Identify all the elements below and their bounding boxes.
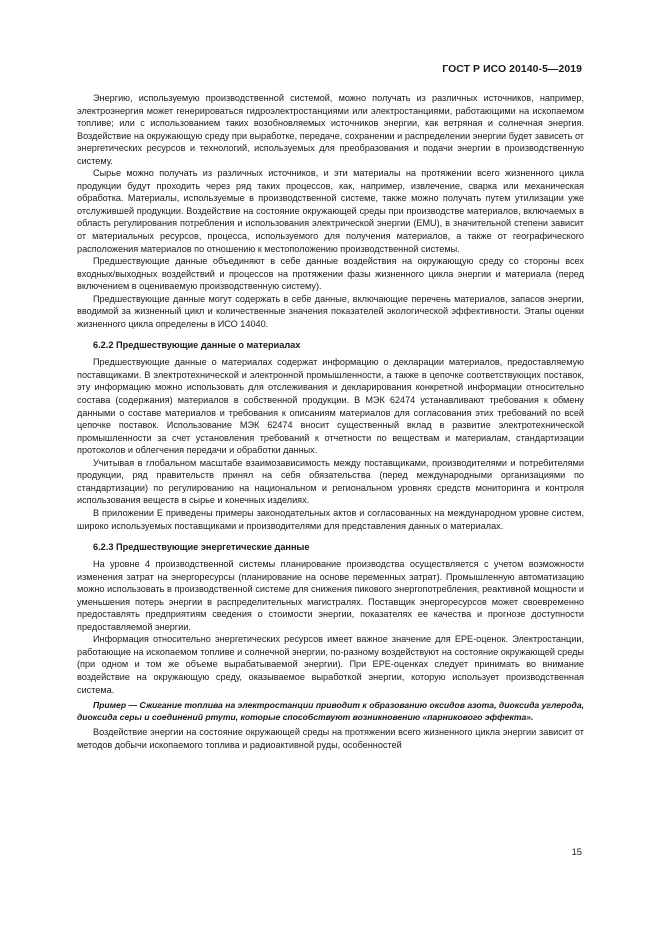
page-number: 15 [571,846,582,857]
paragraph: Предшествующие данные о материалах содержат информацию о декларации материалов, предоставляемую поставщиками. В электротехнической и электронной промышленности, а также в цепочке соответствующих поставок, эту информацию можно использовать для отслеживания и декларирования конкретной информации относительно состава (содержания) материалов в собственной продукции. В МЭК 62474 устанавливают требования к обмену данными о составе материалов и требования к описаниям материалов для согласования этих требований по всей цепочке поставок. Использование МЭК 62474 вносит существенный вклад в развитие электротехнической промышленности за счет установления требований к отчетности по веществам и материалам, стандартизации протоколов и облегчения передачи и обработки данных. [77,357,584,456]
section-heading-6-2-3: 6.2.3 Предшествующие энергетические данные [93,542,310,553]
document-header: ГОСТ Р ИСО 20140-5—2019 [442,64,582,75]
paragraph: Предшествующие данные объединяют в себе данные воздействия на окружающую среду со стороны всех входных/выходных воздействий и процессов на протяжении фазы жизненного цикла энергии и материала (перед включением в оцениваемую производственную систему). [77,256,584,292]
paragraph: На уровне 4 производственной системы планирование производства осуществляется с учетом возможности изменения затрат на энергоресурсы (планирование на основе переменных затрат). Промышленную автоматизацию можно использовать в производственной системе для снижения пикового энергопотребления, реактивной мощности и уменьшения потерь энергии в распределительных магистралях. Поставщик энергоресурсов может своевременно предоставлять предприятиям сведения о стоимости энергии, показателях ее качества и прогнозе доступности предоставляемой энергии. [77,559,584,632]
example-note: Пример — Сжигание топлива на электростанции приводит к образованию оксидов азота, диоксида углерода, диоксида серы и соединений ртути, которые способствуют возникновению «парникового эффекта». [77,700,584,723]
paragraph: Сырье можно получать из различных источников, и эти материалы на протяжении всего жизненного цикла продукции будут проходить через ряд таких процессов, как, например, извлечение, сварка или механическая обработка. Материалы, используемые в производственной системе, также можно получать путем утилизации уже отслужившей продукции. Воздействие на состояние окружающей среды при производстве материалов, включаемых в область регулирования потребления и использования электрической энергии (EMU), в значительной степени зависит от материальных ресурсов, процесса, используемого для получения материалов, а также от географического расположения материалов по отношению к местоположению производственной системы. [77,168,584,254]
paragraph: В приложении Е приведены примеры законодательных актов и согласованных на международном уровне систем, широко используемых поставщиками и производителями для представления данных о материалах. [77,507,584,531]
paragraph: Воздействие энергии на состояние окружающей среды на протяжении всего жизненного цикла энергии зависит от методов добычи ископаемого топлива и радиоактивной руды, особенностей [77,727,584,750]
paragraph: Энергию, используемую производственной системой, можно получать из различных источников, например, электроэнергия может генерироваться гидроэлектростанциями или электростанциями, работающими на ископаемом топливе; или с использованием таких возобновляемых источников энергии, как ветряная и солнечная энергия. Воздействие на окружающую среду при выработке, передаче, сохранении и распределении энергии будет зависеть от энергетических ресурсов и технологий, используемых для преобразования и подачи энергии в производственную систему. [77,93,584,166]
paragraph: Учитывая в глобальном масштабе взаимозависимость между поставщиками, производителями и потребителями продукции, ряд правительств принял на себя обязательства (перед международными организациями по стандартизации) по регулированию на национальном и региональном уровнях средств мониторинга и контроля использования веществ в сырье и конечных изделиях. [77,457,584,506]
section-heading-6-2-2: 6.2.2 Предшествующие данные о материалах [93,340,301,351]
paragraph: Информация относительно энергетических ресурсов имеет важное значение для EPE-оценок. Электростанции, работающие на ископаемом топливе и солнечной энергии, по-разному воздействуют на состояние окружающей среды (при одном и том же объеме вырабатываемой энергии). При EPE-оценках следует принимать во внимание воздействие на окружающую среду, оказываемое выработкой энергии, которую использует производственная система. [77,634,584,695]
paragraph: Предшествующие данные могут содержать в себе данные, включающие перечень материалов, запасов энергии, вводимой за жизненный цикл и количественные значения показателей экологической эффективности. Этапы оценки жизненного цикла определены в ИСО 14040. [77,293,584,329]
document-body [77,92,584,751]
